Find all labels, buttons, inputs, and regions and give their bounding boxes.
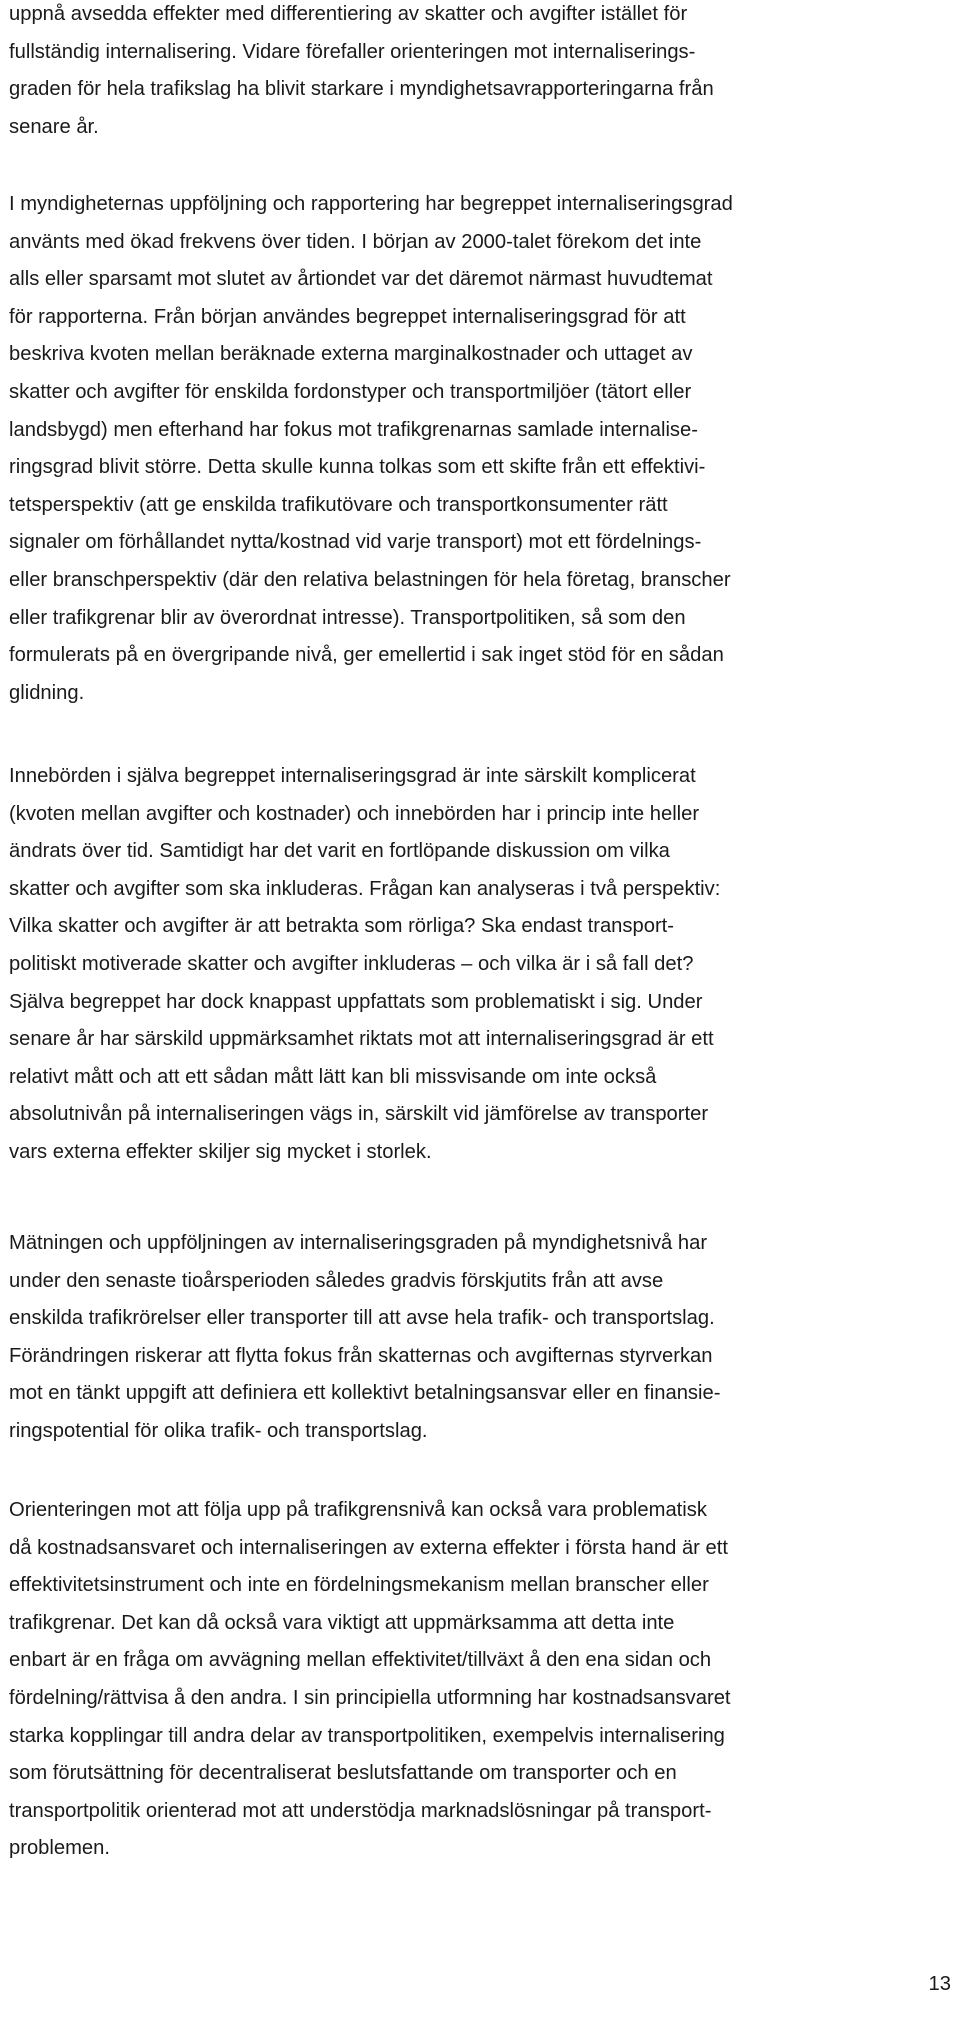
text-line: enskilda trafikrörelser eller transporter till att avse hela trafik- och transportslag.: [9, 1307, 715, 1330]
text-line: eller trafikgrenar blir av överordnat intresse). Transportpolitiken, så som den: [9, 606, 686, 629]
paragraph-1: [9, 0, 714, 146]
text-line: Mätningen och uppföljningen av internaliseringsgraden på myndighetsnivå har: [9, 1232, 708, 1254]
paragraph-3: [9, 758, 720, 1172]
text-line: problemen.: [9, 1837, 110, 1860]
text-line: politiskt motiverade skatter och avgifter inkluderas – och vilka är i så fall det?: [9, 952, 694, 975]
text-line: då kostnadsansvaret och internaliseringen av externa effekter i första hand är ett: [9, 1536, 728, 1559]
text-line: fördelning/rättvisa å den andra. I sin principiella utformning har kostnadsansvaret: [9, 1686, 731, 1709]
text-line: starka kopplingar till andra delar av transportpolitiken, exempelvis internalisering: [9, 1724, 725, 1747]
text-line: (kvoten mellan avgifter och kostnader) och innebörden har i princip inte heller: [9, 802, 700, 825]
paragraph-4: [9, 1225, 720, 1451]
text-line: Orienteringen mot att följa upp på trafikgrensnivå kan också vara problematisk: [9, 1499, 707, 1521]
text-line: enbart är en fråga om avvägning mellan effektivitet/tillväxt å den ena sidan och: [9, 1649, 712, 1672]
text-line: ringsgrad blivit större. Detta skulle kunna tolkas som ett skifte från ett effektivi-: [9, 456, 706, 479]
text-line: ringspotential för olika trafik- och transportslag.: [9, 1419, 428, 1442]
text-line: I myndigheternas uppföljning och rapportering har begreppet internaliseringsgrad: [9, 193, 733, 215]
text-line: fullständig internalisering. Vidare förefaller orienteringen mot internaliserings-: [9, 40, 696, 63]
paragraph-2: [9, 186, 733, 712]
text-line: alls eller sparsamt mot slutet av årtiondet var det däremot närmast huvudtemat: [9, 268, 713, 291]
text-line: ändrats över tid. Samtidigt har det varit en fortlöpande diskussion om vilka: [9, 840, 670, 863]
text-line: senare år har särskild uppmärksamhet riktats mot att internaliseringsgrad är ett: [9, 1028, 714, 1051]
text-line: Själva begreppet har dock knappast uppfattats som problematiskt i sig. Under: [9, 990, 703, 1013]
text-line: glidning.: [9, 681, 85, 704]
text-line: relativt mått och att ett sådan mått lätt kan bli missvisande om inte också: [9, 1065, 657, 1088]
text-line: beskriva kvoten mellan beräknade externa marginalkostnader och uttaget av: [9, 343, 693, 366]
text-line: tetsperspektiv (att ge enskilda trafikutövare och transportkonsumenter rätt: [9, 493, 668, 516]
text-line: mot en tänkt uppgift att definiera ett kollektivt betalningsansvar eller en finansie-: [9, 1382, 721, 1405]
text-line: för rapporterna. Från början användes begreppet internaliseringsgrad för att: [9, 305, 686, 328]
text-line: transportpolitik orienterad mot att understödja marknadslösningar på transport-: [9, 1799, 712, 1822]
text-line: Vilka skatter och avgifter är att betrakta som rörliga? Ska endast transport-: [9, 915, 675, 938]
text-line: vars externa effekter skiljer sig mycket i storlek.: [9, 1140, 432, 1163]
text-line: Innebörden i själva begreppet internaliseringsgrad är inte särskilt komplicerat: [9, 765, 696, 787]
page-number: 13: [928, 1973, 951, 1995]
text-line: under den senaste tioårsperioden således gradvis förskjutits från att avse: [9, 1269, 664, 1292]
paragraph-5: [9, 1492, 731, 1868]
text-line: uppnå avsedda effekter med differentiering av skatter och avgifter istället för: [9, 3, 688, 25]
text-line: landsbygd) men efterhand har fokus mot trafikgrenarnas samlade internalise-: [9, 418, 698, 441]
text-line: absolutnivån på internaliseringen vägs in, särskilt vid jämförelse av transporter: [9, 1103, 709, 1126]
text-line: trafikgrenar. Det kan då också vara viktigt att uppmärksamma att detta inte: [9, 1611, 675, 1634]
text-line: eller branschperspektiv (där den relativa belastningen för hela företag, branscher: [9, 568, 731, 591]
text-line: skatter och avgifter som ska inkluderas. Frågan kan analyseras i två perspektiv:: [9, 877, 721, 900]
text-line: effektivitetsinstrument och inte en fördelningsmekanism mellan branscher eller: [9, 1574, 709, 1597]
text-line: graden för hela trafikslag ha blivit starkare i myndighetsavrapporteringarna från: [9, 78, 714, 101]
text-line: formulerats på en övergripande nivå, ger emellertid i sak inget stöd för en sådan: [9, 644, 724, 667]
text-line: signaler om förhållandet nytta/kostnad vid varje transport) mot ett fördelnings-: [9, 531, 702, 554]
text-line: använts med ökad frekvens över tiden. I början av 2000-talet förekom det inte: [9, 230, 702, 253]
text-line: skatter och avgifter för enskilda fordonstyper och transportmiljöer (tätort eller: [9, 380, 692, 403]
text-line: Förändringen riskerar att flytta fokus från skatternas och avgifternas styrverkan: [9, 1344, 713, 1367]
text-line: som förutsättning för decentraliserat beslutsfattande om transporter och en: [9, 1762, 677, 1785]
text-line: senare år.: [9, 115, 99, 138]
